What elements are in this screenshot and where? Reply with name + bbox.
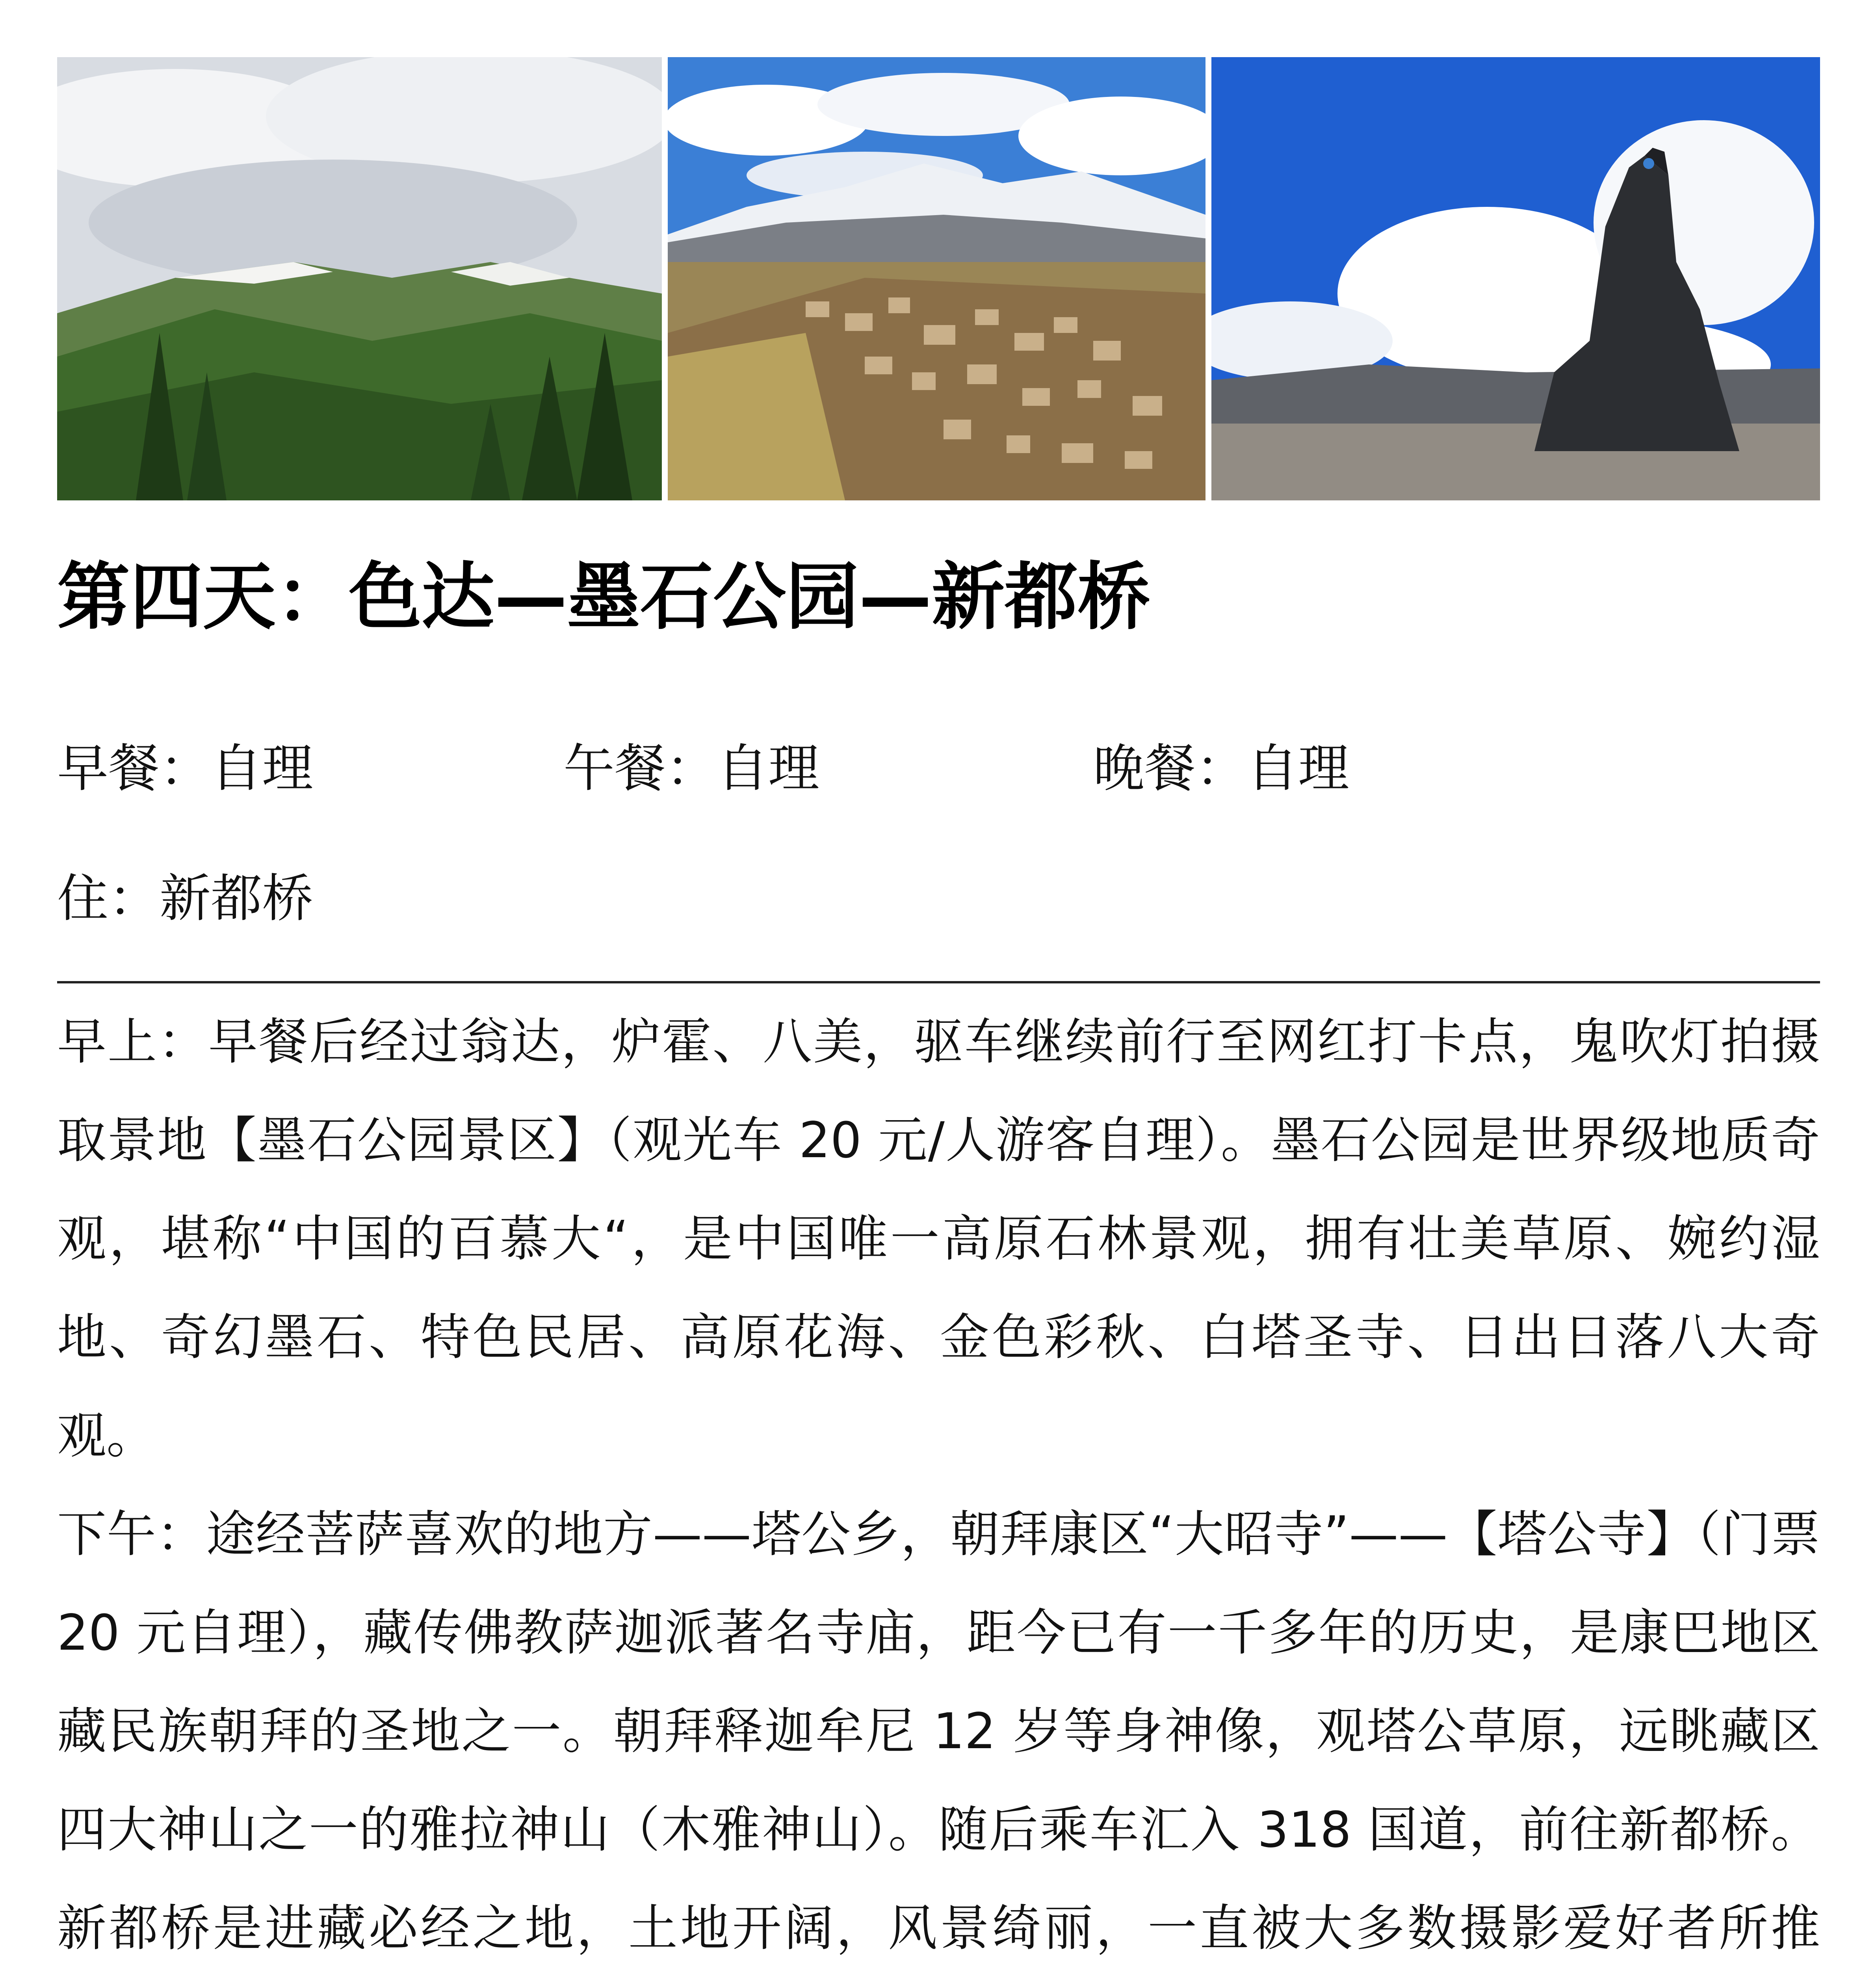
accommodation-info: 住：新都桥 (57, 868, 314, 928)
section-divider (57, 981, 1820, 983)
dinner-info: 晚餐：自理 (1093, 738, 1350, 798)
lunch-info: 午餐：自理 (563, 738, 820, 798)
town-snow-mountains-photo (668, 57, 1205, 500)
black-stone-monument-photo (1211, 57, 1820, 500)
photo-strip (57, 57, 1820, 500)
breakfast-info: 早餐：自理 (57, 738, 314, 798)
afternoon-paragraph: 下午：途经菩萨喜欢的地方——塔公乡，朝拜康区“大昭寺”——【塔公寺】（门票 20 元自理），藏传佛教萨迦派著名寺庙，距今已有一千多年的历史，是康巴地区藏民族朝拜的圣地之一。朝拜释迦牟尼 12 岁等身神像，观塔公草原，远眺藏区四大神山之一的雅拉神山（木雅神山）。随后乘车汇入 318 国道，前往新都桥。新都桥是进藏必经之地，土地开阔，风景绮丽，一直被大多数摄影爱好者所推 (57, 1506, 1820, 1957)
green-mountains-photo (57, 57, 662, 500)
page-title: 第四天：色达—墨石公园—新都桥 (57, 554, 1150, 639)
morning-paragraph: 早上：早餐后经过翁达，炉霍、八美，驱车继续前行至网红打卡点，鬼吹灯拍摄取景地【墨石公园景区】（观光车 20 元/人游客自理）。墨石公园是世界级地质奇观，堪称“中国的百慕大“，是中国唯一高原石林景观，拥有壮美草原、婉约湿地、奇幻墨石、特色民居、高原花海、金色彩秋、白塔圣寺、日出日落八大奇观。 (57, 1013, 1820, 1464)
itinerary-body (57, 993, 1820, 1970)
